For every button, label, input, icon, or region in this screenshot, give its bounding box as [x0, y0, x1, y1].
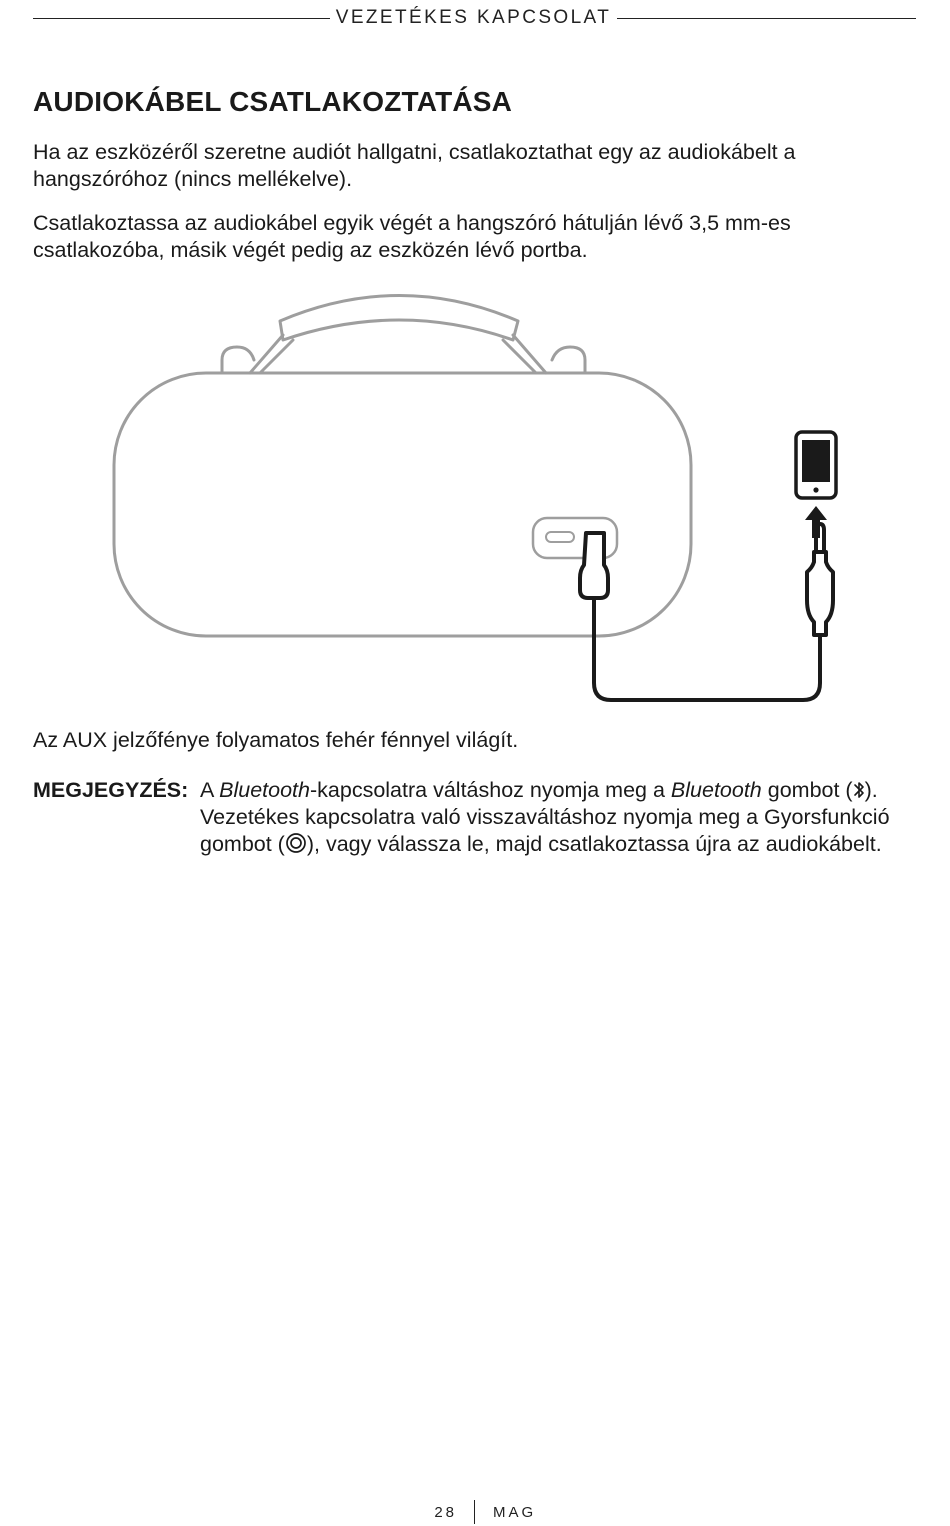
speaker-cable-illustration	[100, 280, 860, 710]
bluetooth-icon	[853, 780, 865, 800]
note-text-3: gombot (	[761, 778, 853, 802]
note-label: MEGJEGYZÉS:	[33, 778, 189, 802]
page-number: 28	[434, 1504, 457, 1521]
shortcut-button-icon	[285, 832, 307, 854]
note-text-1: A	[200, 778, 220, 802]
header-rule-left	[33, 18, 330, 19]
intro-paragraph: Ha az eszközéről szeretne audiót hallgatni, csatlakoztathat egy az audiokábelt a hangszóróhoz (nincs mellékelve).	[33, 140, 796, 191]
page-header	[33, 6, 916, 32]
section-title: VEZETÉKES KAPCSOLAT	[335, 7, 612, 28]
bluetooth-brand-2: Bluetooth	[670, 778, 762, 802]
note-body	[200, 777, 912, 858]
header-rule-right	[617, 18, 916, 19]
page-heading: AUDIOKÁBEL CSATLAKOZTATÁSA	[33, 86, 513, 117]
note-text-4: ). Vezetékes kapcsolatra való visszaváltáshoz nyomja meg a Gyorsfunkció gombot (	[200, 778, 890, 856]
page-footer	[0, 1500, 950, 1526]
aux-status-text: Az AUX jelzőfénye folyamatos fehér fénnyel világít.	[33, 728, 519, 752]
speaker-handle	[222, 296, 585, 374]
bluetooth-brand-1: Bluetooth	[219, 778, 310, 802]
language-code: MAG	[493, 1504, 537, 1521]
instruction-paragraph: Csatlakoztassa az audiokábel egyik végét a hangszóró hátulján lévő 3,5 mm-es csatlakozóba, másik végét pedig az eszközén lévő portba.	[33, 211, 791, 262]
note-text-5: ), vagy válassza le, majd csatlakoztassa újra az audiokábelt.	[306, 832, 882, 856]
footer-separator	[474, 1500, 475, 1524]
audio-cable	[580, 524, 833, 700]
phone-icon	[796, 432, 836, 498]
note-text-2: -kapcsolatra váltáshoz nyomja meg a	[310, 778, 671, 802]
